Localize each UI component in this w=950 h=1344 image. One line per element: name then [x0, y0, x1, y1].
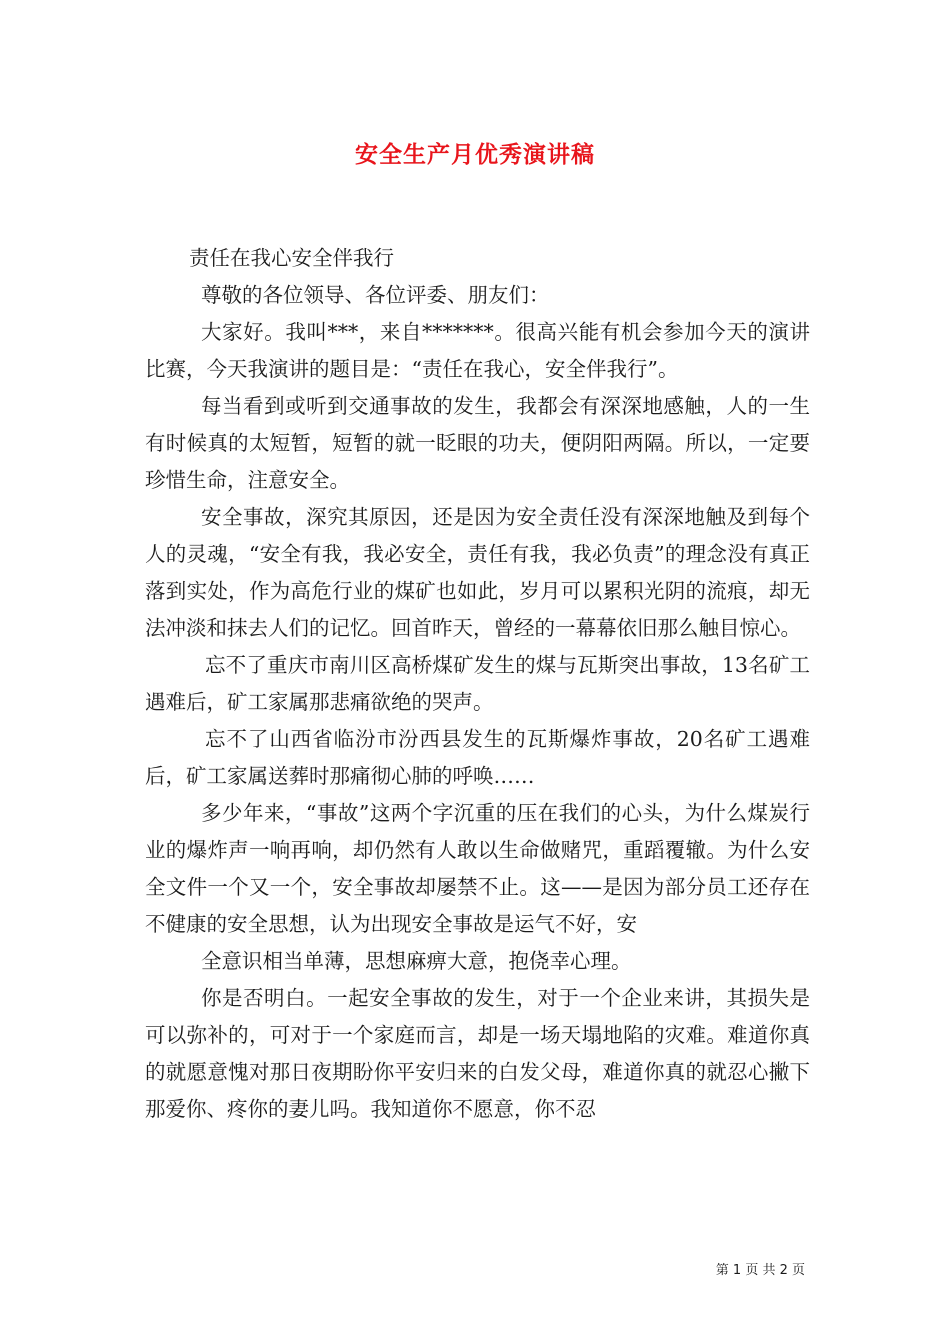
document-title: 安全生产月优秀演讲稿: [355, 142, 595, 168]
paragraph: 忘不了重庆市南川区高桥煤矿发生的煤与瓦斯突出事故，13名矿工遇难后，矿工家属那悲痛欲绝的哭声。: [145, 653, 810, 714]
paragraph: 多少年来，“事故”这两个字沉重的压在我们的心头，为什么煤炭行业的爆炸声一响再响，却仍然有人敢以生命做赌咒，重蹈覆辙。为什么安全文件一个又一个，安全事故却屡禁不止。这——是因为部分员工还存在不健康的安全思想，认为出现安全事故是运气不好，安: [145, 801, 810, 936]
speech-subtitle: 责任在我心安全伴我行: [189, 246, 394, 270]
paragraph: 大家好。我叫***，来自*******。很高兴能有机会参加今天的演讲比赛，今天我演讲的题目是：“责任在我心，安全伴我行”。: [145, 320, 810, 381]
page-number: 第 1 页 共 2 页: [715, 1263, 805, 1278]
paragraph: 忘不了山西省临汾市汾西县发生的瓦斯爆炸事故，20名矿工遇难后，矿工家属送葬时那痛彻心肺的呼唤……: [145, 727, 810, 788]
document-body: [145, 240, 810, 1128]
salutation: 尊敬的各位领导、各位评委、朋友们：: [201, 283, 550, 307]
paragraph: 你是否明白。一起安全事故的发生，对于一个企业来讲，其损失是可以弥补的，可对于一个家庭而言，却是一场天塌地陷的灾难。难道你真的就愿意愧对那日夜期盼你平安归来的白发父母，难道你真的就忍心撇下那爱你、疼你的妻儿吗。我知道你不愿意，你不忍: [145, 986, 810, 1121]
paragraph: 每当看到或听到交通事故的发生，我都会有深深地感触，人的一生有时候真的太短暂，短暂的就一眨眼的功夫，便阴阳两隔。所以，一定要珍惜生命，注意安全。: [145, 394, 810, 492]
paragraph: 安全事故，深究其原因，还是因为安全责任没有深深地触及到每个人的灵魂，“安全有我，我必安全，责任有我，我必负责”的理念没有真正落到实处，作为高危行业的煤矿也如此，岁月可以累积光阴的流痕，却无法冲淡和抹去人们的记忆。回首昨天，曾经的一幕幕依旧那么触目惊心。: [145, 505, 810, 640]
paragraph: 全意识相当单薄，思想麻痹大意，抱侥幸心理。: [201, 949, 632, 973]
